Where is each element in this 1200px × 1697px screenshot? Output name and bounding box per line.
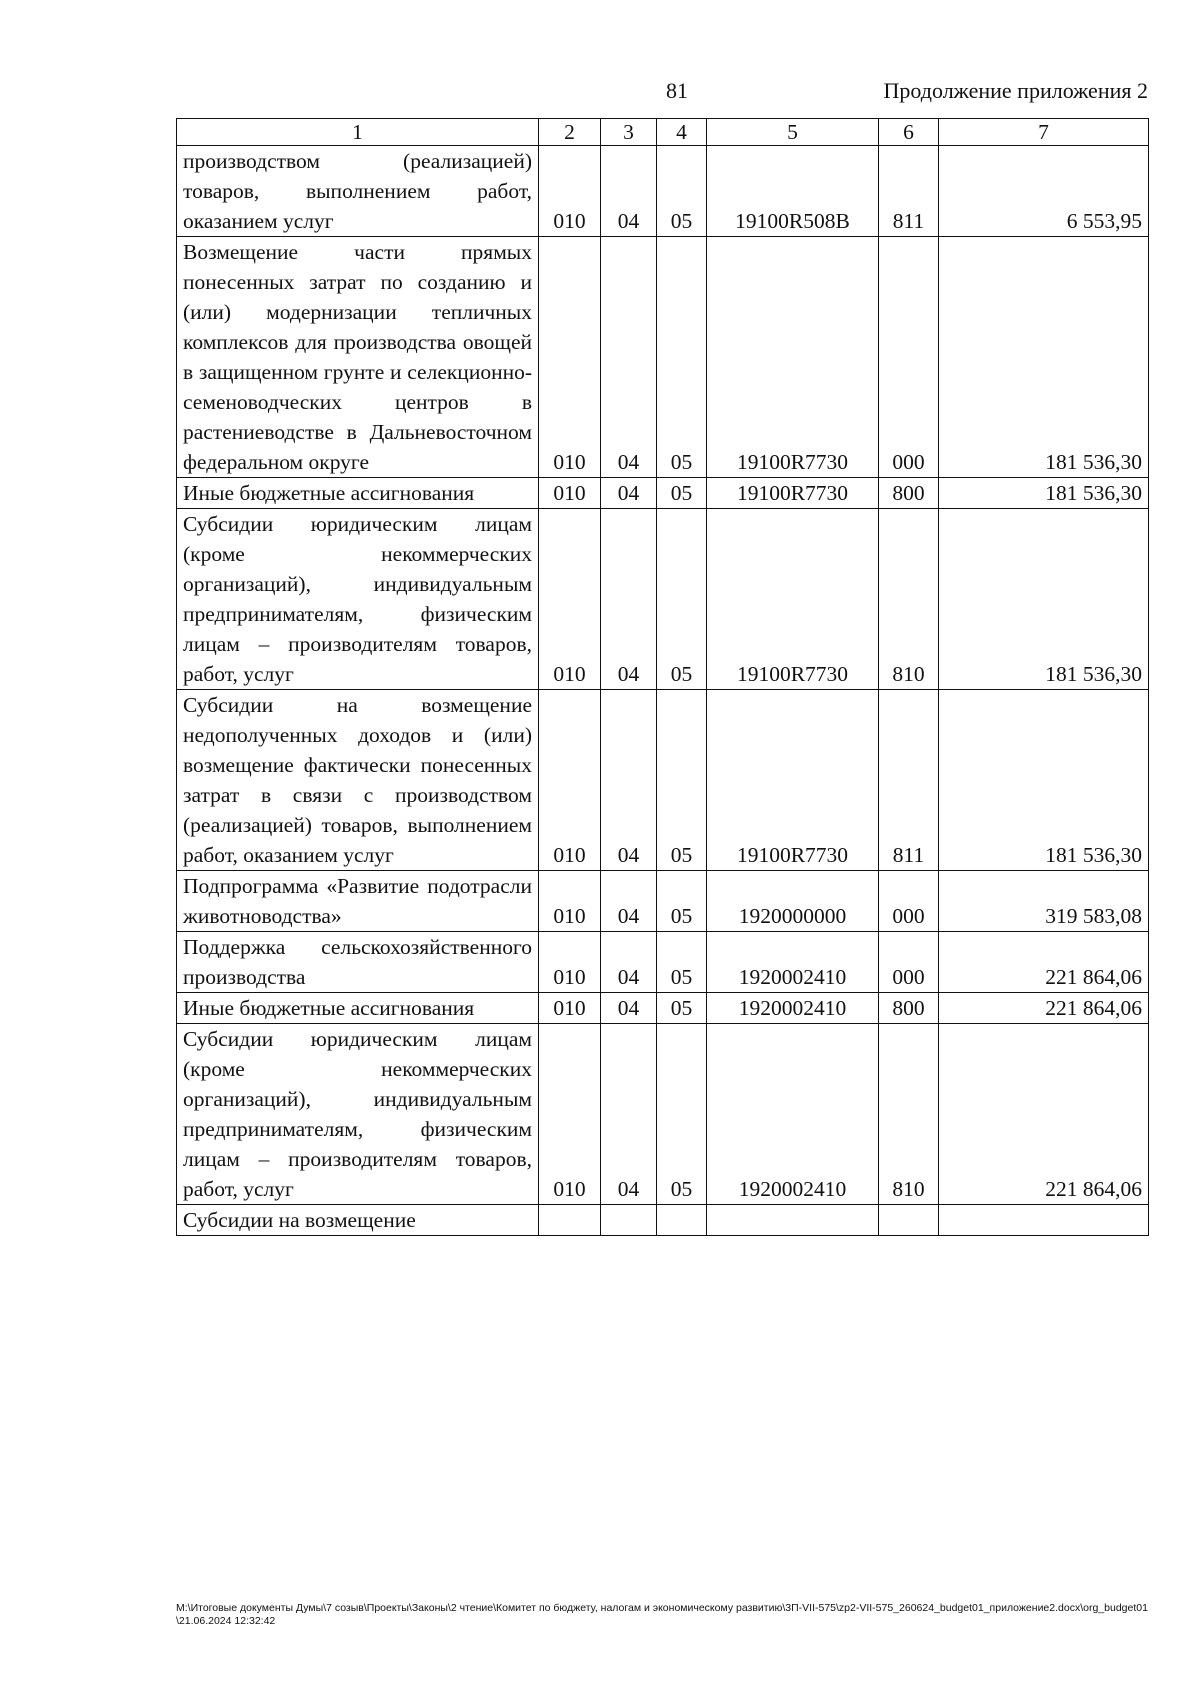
row-amount: 221 864,06 xyxy=(939,993,1149,1024)
row-code: 010 xyxy=(539,146,601,237)
column-header: 7 xyxy=(939,119,1149,146)
row-subsection: 05 xyxy=(657,993,707,1024)
row-code: 010 xyxy=(539,509,601,690)
row-name: Подпрограмма «Развитие подотрасли животноводства» xyxy=(177,871,539,932)
row-target-article: 1920002410 xyxy=(707,993,879,1024)
continuation-caption: Продолжение приложения 2 xyxy=(883,78,1148,103)
row-subsection: 05 xyxy=(657,146,707,237)
row-section: 04 xyxy=(601,146,657,237)
row-amount: 221 864,06 xyxy=(939,1024,1149,1205)
row-amount: 181 536,30 xyxy=(939,690,1149,871)
row-section: 04 xyxy=(601,237,657,478)
row-expense-type: 000 xyxy=(879,932,939,993)
column-header: 1 xyxy=(177,119,539,146)
row-subsection: 05 xyxy=(657,509,707,690)
table-row xyxy=(177,1024,1149,1205)
row-name: Субсидии юридическим лицам (кроме некоммерческих организаций), индивидуальным предпринимателям, физическим лицам – производителям товаров, работ, услуг xyxy=(177,509,539,690)
row-name: производством (реализацией) товаров, выполнением работ, оказанием услуг xyxy=(177,146,539,237)
row-name: Иные бюджетные ассигнования xyxy=(177,478,539,509)
row-code: 010 xyxy=(539,1024,601,1205)
table-row xyxy=(177,237,1149,478)
row-target-article: 1920002410 xyxy=(707,1024,879,1205)
column-header: 6 xyxy=(879,119,939,146)
row-section: 04 xyxy=(601,993,657,1024)
row-target-article: 19100R7730 xyxy=(707,237,879,478)
row-name: Субсидии юридическим лицам (кроме некоммерческих организаций), индивидуальным предпринимателям, физическим лицам – производителям товаров, работ, услуг xyxy=(177,1024,539,1205)
row-subsection: 05 xyxy=(657,1024,707,1205)
row-code: 010 xyxy=(539,932,601,993)
row-expense-type: 800 xyxy=(879,478,939,509)
page-number: 81 xyxy=(666,78,688,103)
row-name: Возмещение части прямых понесенных затрат по созданию и (или) модернизации тепличных комплексов для производства овощей в защищенном грунте и селекционно-семеноводческих центров в растениеводстве в Дальневосточном федеральном округе xyxy=(177,237,539,478)
row-target-article: 19100R508B xyxy=(707,146,879,237)
column-header: 3 xyxy=(601,119,657,146)
row-name: Иные бюджетные ассигнования xyxy=(177,993,539,1024)
row-code: 010 xyxy=(539,993,601,1024)
table-row xyxy=(177,509,1149,690)
row-amount xyxy=(939,1205,1149,1236)
row-expense-type: 811 xyxy=(879,146,939,237)
row-expense-type: 811 xyxy=(879,690,939,871)
row-expense-type: 000 xyxy=(879,237,939,478)
table-row xyxy=(177,146,1149,237)
row-subsection: 05 xyxy=(657,871,707,932)
row-amount: 181 536,30 xyxy=(939,237,1149,478)
row-section: 04 xyxy=(601,690,657,871)
row-section: 04 xyxy=(601,478,657,509)
row-subsection xyxy=(657,1205,707,1236)
column-header: 2 xyxy=(539,119,601,146)
row-expense-type: 800 xyxy=(879,993,939,1024)
row-section: 04 xyxy=(601,932,657,993)
row-expense-type: 000 xyxy=(879,871,939,932)
row-amount: 181 536,30 xyxy=(939,509,1149,690)
table-row xyxy=(177,690,1149,871)
row-code xyxy=(539,1205,601,1236)
row-amount: 181 536,30 xyxy=(939,478,1149,509)
column-header: 4 xyxy=(657,119,707,146)
column-header: 5 xyxy=(707,119,879,146)
row-subsection: 05 xyxy=(657,932,707,993)
row-section xyxy=(601,1205,657,1236)
row-code: 010 xyxy=(539,478,601,509)
row-target-article: 1920000000 xyxy=(707,871,879,932)
row-amount: 221 864,06 xyxy=(939,932,1149,993)
row-target-article xyxy=(707,1205,879,1236)
row-name: Поддержка сельскохозяйственного производства xyxy=(177,932,539,993)
table-row xyxy=(177,478,1149,509)
row-code: 010 xyxy=(539,237,601,478)
row-expense-type: 810 xyxy=(879,509,939,690)
row-subsection: 05 xyxy=(657,237,707,478)
table-row xyxy=(177,932,1149,993)
table-row xyxy=(177,871,1149,932)
table-row xyxy=(177,993,1149,1024)
row-target-article: 19100R7730 xyxy=(707,478,879,509)
row-target-article: 1920002410 xyxy=(707,932,879,993)
row-expense-type xyxy=(879,1205,939,1236)
budget-table xyxy=(176,118,1149,1236)
row-section: 04 xyxy=(601,871,657,932)
row-name: Субсидии на возмещение недополученных доходов и (или) возмещение фактически понесенных затрат в связи с производством (реализацией) товаров, выполнением работ, оказанием услуг xyxy=(177,690,539,871)
row-name: Субсидии на возмещение xyxy=(177,1205,539,1236)
row-amount: 6 553,95 xyxy=(939,146,1149,237)
row-target-article: 19100R7730 xyxy=(707,690,879,871)
column-numbers-row xyxy=(177,119,1149,146)
row-code: 010 xyxy=(539,690,601,871)
table-row xyxy=(177,1205,1149,1236)
row-section: 04 xyxy=(601,1024,657,1205)
row-amount: 319 583,08 xyxy=(939,871,1149,932)
row-expense-type: 810 xyxy=(879,1024,939,1205)
file-path-footer: M:\Итоговые документы Думы\7 созыв\Проекты\Законы\2 чтение\Комитет по бюджету, налогам и экономическому развитию\3П-VII-575\zp2-VII-575_260624_budget01_приложение2.docx\org_budget01\21.06.2024 12:32:42 xyxy=(176,1602,1148,1627)
row-code: 010 xyxy=(539,871,601,932)
row-subsection: 05 xyxy=(657,690,707,871)
row-section: 04 xyxy=(601,509,657,690)
row-target-article: 19100R7730 xyxy=(707,509,879,690)
row-subsection: 05 xyxy=(657,478,707,509)
